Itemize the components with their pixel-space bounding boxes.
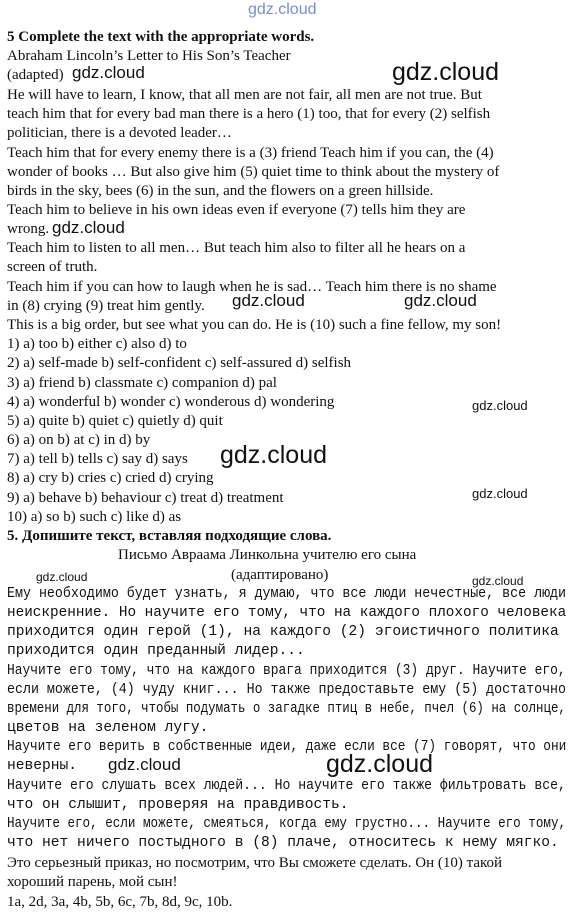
option-row: 6) a) on b) at c) in d) by <box>7 432 151 448</box>
text-line: He will have to learn, I know, that all men are not fair, all men are not true. But <box>7 87 482 103</box>
option-row: 10) a) so b) such c) like d) as <box>7 509 182 525</box>
text-line: screen of truth. <box>7 259 98 275</box>
watermark: gdz.cloud <box>326 750 434 778</box>
option-row: 3) a) friend b) classmate c) companion d) pal <box>7 375 277 391</box>
russian-text-line: цветов на зеленом лугу. <box>7 720 209 736</box>
russian-exercise-heading: 5. Допишите текст, вставляя подходящие слова. <box>7 528 332 544</box>
russian-text-line: Научите его слушать всех людей... Но научите его также фильтровать все, <box>7 778 566 794</box>
watermark: gdz.cloud <box>404 291 477 310</box>
text-line: in (8) crying (9) treat him gently. <box>7 298 205 314</box>
watermark: gdz.cloud <box>52 218 125 237</box>
watermark: gdz.cloud <box>36 570 88 584</box>
russian-text-line: приходится один герой (1), на каждого (2) эгоистичного политика <box>7 624 559 640</box>
exercise-heading: 5 Complete the text with the appropriate words. <box>7 29 315 45</box>
watermark: gdz.cloud <box>220 441 328 469</box>
russian-letter-title: Письмо Авраама Линкольна учителю его сына <box>118 547 417 563</box>
answer-key: 1a, 2d, 3a, 4b, 5b, 6c, 7b, 8d, 9c, 10b. <box>7 894 233 910</box>
text-line: birds in the sky, bees (6) in the sun, and the flowers on a green hillside. <box>7 183 434 199</box>
russian-text-line: Научите его верить в собственные идеи, даже если все (7) говорят, что они <box>7 739 567 755</box>
option-row: 4) a) wonderful b) wonder c) wonderous d) wondering <box>7 394 335 410</box>
russian-text-line: Это серьезный приказ, но посмотрим, что Вы сможете сделать. Он (10) такой <box>7 855 503 871</box>
watermark: gdz.cloud <box>232 291 305 310</box>
text-line: teach him that for every bad man there is a hero (1) too, that for every (2) selfish <box>7 106 491 122</box>
russian-text-line: приходится один преданный лидер... <box>7 643 305 659</box>
russian-text-line: хороший парень, мой сын! <box>7 874 178 890</box>
watermark: gdz.cloud <box>472 486 528 501</box>
russian-text-line: неверны. <box>7 758 78 774</box>
text-line: Teach him that for every enemy there is a (3) friend Teach him if you can, the (4) <box>7 145 494 161</box>
russian-text-line: если можете, (4) чуду книг... Но также предоставьте ему (5) достаточно <box>7 682 567 698</box>
letter-adapted-note: (adapted) <box>7 67 64 83</box>
watermark: gdz.cloud <box>472 574 524 588</box>
russian-text-line: что он слышит, проверяя на правдивость. <box>7 797 349 813</box>
text-line: politician, there is a devoted leader… <box>7 125 232 141</box>
option-row: 8) a) cry b) cries c) cried d) crying <box>7 470 214 486</box>
option-row: 2) a) self-made b) self-confident c) self-assured d) selfish <box>7 355 352 371</box>
text-line: Teach him to believe in his own ideas even if everyone (7) tells him they are <box>7 202 466 218</box>
text-line: Teach him if you can how to laugh when he is sad… Teach him there is no shame <box>7 279 497 295</box>
text-line: wrong. <box>7 221 50 237</box>
russian-text-line: Научите его, если можете, смеяться, когда ему грустно... Научите его тому, <box>7 816 567 832</box>
russian-adapted-note: (адаптировано) <box>231 567 329 583</box>
option-row: 5) a) quite b) quiet c) quietly d) quit <box>7 413 223 429</box>
watermark-top: gdz.cloud <box>248 1 317 18</box>
text-line: This is a big order, but see what you can do. He is (10) such a fine fellow, my son! <box>7 317 502 333</box>
text-line: wonder of books … But also give him (5) quiet time to think about the mystery of <box>7 164 500 180</box>
watermark: gdz.cloud <box>72 63 145 82</box>
russian-text-line: неискренние. Но научите его тому, что на каждого плохого человека <box>7 605 567 621</box>
russian-text-line: Ему необходимо будет узнать, я думаю, что все люди нечестные, все люди <box>7 586 567 602</box>
option-row: 9) a) behave b) behaviour c) treat d) treatment <box>7 490 284 506</box>
watermark: gdz.cloud <box>472 398 528 413</box>
russian-text-line: Научите его тому, что на каждого врага приходится (3) друг. Научите его, <box>7 663 566 679</box>
letter-title: Abraham Lincoln’s Letter to His Son’s Teacher <box>7 48 291 64</box>
russian-text-line: времени для того, чтобы подумать о загадке птиц в небе, пчел (6) на солнце, <box>7 701 566 717</box>
option-row: 1) a) too b) either c) also d) to <box>7 336 187 352</box>
watermark: gdz.cloud <box>108 755 181 774</box>
option-row: 7) a) tell b) tells c) say d) says <box>7 451 188 467</box>
watermark: gdz.cloud <box>392 58 500 86</box>
russian-text-line: что нет ничего постыдного в (8) плаче, относитесь к нему мягко. <box>7 835 559 851</box>
text-line: Teach him to listen to all men… But teach him also to filter all he hears on a <box>7 240 466 256</box>
